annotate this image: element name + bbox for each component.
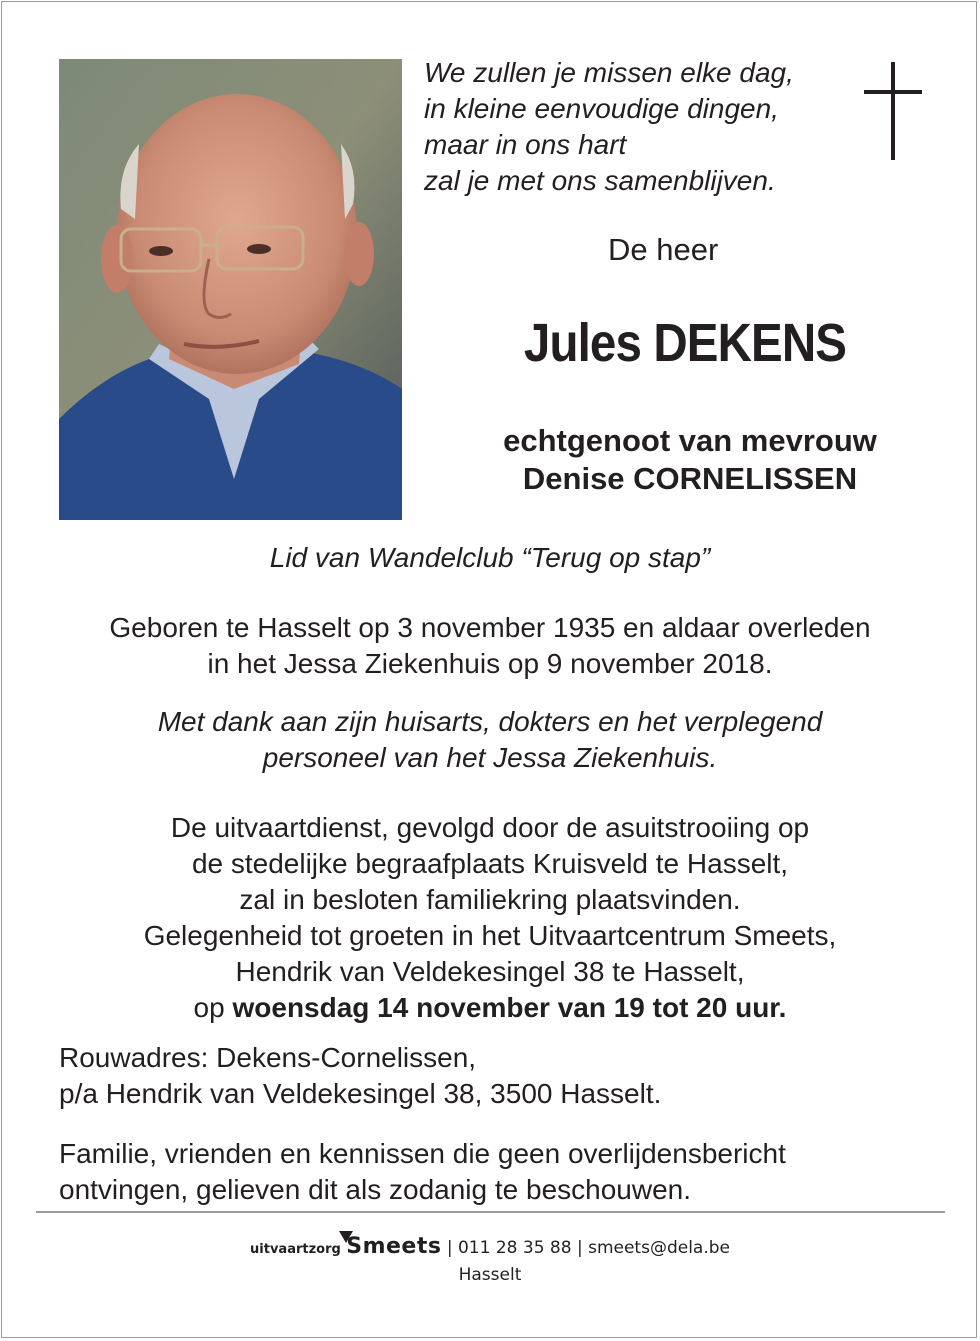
family-notice <box>59 1136 786 1208</box>
spouse-line-2: Denise CORNELISSEN <box>522 461 858 496</box>
born-line-2: in het Jessa Ziekenhuis op 9 november 2018. <box>207 648 773 679</box>
spouse-info <box>420 422 960 498</box>
brand-name: Smeets <box>346 1234 442 1259</box>
thanks-note <box>40 704 940 776</box>
club-line: Lid van Wandelclub “Terug op stap” <box>269 542 711 573</box>
footer-brand-line <box>250 1234 730 1259</box>
footer-city: Hasselt <box>458 1265 522 1285</box>
poem-line: We zullen je missen elke dag, <box>424 57 794 88</box>
memorial-poem <box>424 55 794 199</box>
family-line-1: Familie, vrienden en kennissen die geen overlijdensbericht <box>59 1138 786 1169</box>
service-line-1: De uitvaartdienst, gevolgd door de asuitstrooiing op <box>170 812 810 843</box>
footer-divider <box>36 1211 945 1213</box>
family-line-2: ontvingen, gelieven dit als zodanig te beschouwen. <box>59 1174 691 1205</box>
salutation: De heer <box>608 232 719 267</box>
poem-line: zal je met ons samenblijven. <box>424 165 776 196</box>
service-line-2: de stedelijke begraafplaats Kruisveld te Hasselt, <box>191 848 789 879</box>
portrait-photo <box>59 59 402 520</box>
service-line-5: Hendrik van Veldekesingel 38 te Hasselt, <box>235 956 745 987</box>
triangle-down-icon <box>339 1231 353 1243</box>
service-line-6 <box>40 990 940 1026</box>
mourning-address <box>59 1040 661 1112</box>
born-line-1: Geboren te Hasselt op 3 november 1935 en aldaar overleden <box>109 612 871 643</box>
visitation-time: woensdag 14 november van 19 tot 20 uur. <box>232 992 787 1023</box>
funeral-service-info <box>40 810 940 1026</box>
poem-line: maar in ons hart <box>424 129 627 160</box>
club-membership <box>40 540 940 576</box>
service-line-4: Gelegenheid tot groeten in het Uitvaartcentrum Smeets, <box>143 920 837 951</box>
service-line-3: zal in besloten familiekring plaatsvinden. <box>239 884 741 915</box>
thanks-line-2: personeel van het Jessa Ziekenhuis. <box>262 742 718 773</box>
portrait-illustration <box>59 59 402 520</box>
thanks-line-1: Met dank aan zijn huisarts, dokters en het verplegend <box>157 706 823 737</box>
funeral-home-footer <box>0 1234 980 1285</box>
address-line-1: Rouwadres: Dekens-Cornelissen, <box>59 1042 477 1073</box>
poem-line: in kleine eenvoudige dingen, <box>424 93 779 124</box>
deceased-name: Jules DEKENS <box>523 313 847 373</box>
service-line-6-prefix: op <box>193 992 233 1023</box>
brand-prefix: uitvaartzorg <box>250 1242 341 1257</box>
birth-death-info <box>40 610 940 682</box>
latin-cross-icon <box>864 62 922 160</box>
address-line-2: p/a Hendrik van Veldekesingel 38, 3500 Hasselt. <box>59 1078 662 1109</box>
contact-info: | 011 28 35 88 | smeets@dela.be <box>446 1238 730 1258</box>
spouse-line-1: echtgenoot van mevrouw <box>503 423 877 458</box>
